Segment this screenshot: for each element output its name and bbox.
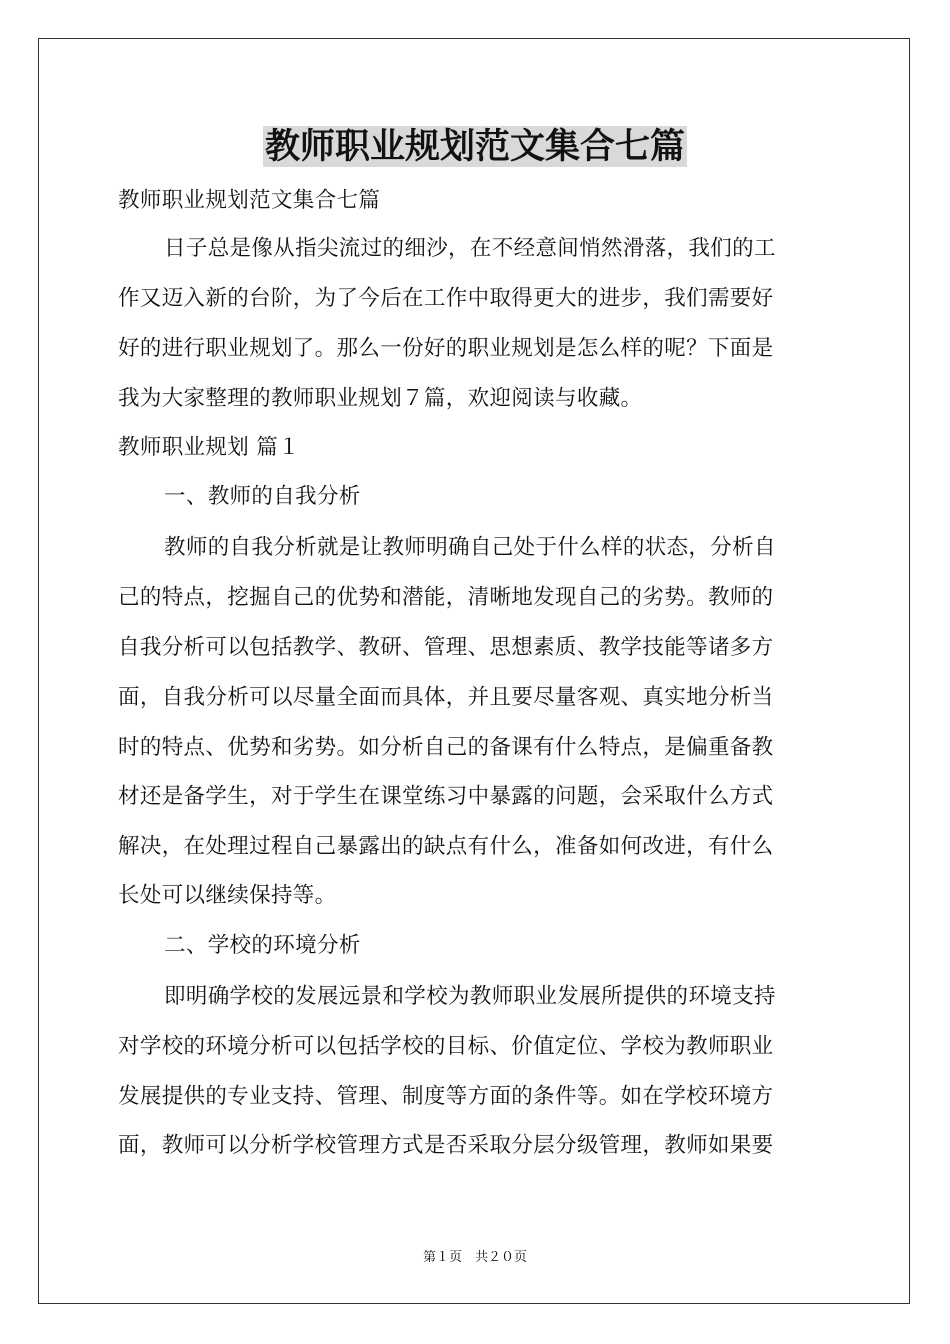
paragraph-line: 解决，在处理过程自己暴露出的缺点有什么，准备如何改进，有什么 — [118, 834, 774, 859]
document-title — [0, 124, 950, 170]
page-border — [38, 38, 910, 1304]
subheading-school-environment: 二、学校的环境分析 — [164, 933, 361, 958]
subheading-self-analysis: 一、教师的自我分析 — [164, 484, 361, 509]
paragraph-line: 材还是备学生，对于学生在课堂练习中暴露的问题，会采取什么方式 — [118, 784, 774, 809]
document-title-text: 教师职业规划范文集合七篇 — [264, 126, 685, 167]
paragraph-line: 教师的自我分析就是让教师明确自己处于什么样的状态，分析自 — [164, 535, 776, 560]
page-footer: 第１页 共２０页 — [422, 1250, 527, 1265]
intro-line: 好的进行职业规划了。那么一份好的职业规划是怎么样的呢？下面是 — [118, 336, 774, 361]
paragraph-line: 时的特点、优势和劣势。如分析自己的备课有什么特点，是偏重备教 — [118, 735, 774, 760]
paragraph-line: 长处可以继续保持等。 — [118, 883, 337, 908]
paragraph-line: 发展提供的专业支持、管理、制度等方面的条件等。如在学校环境方 — [118, 1084, 774, 1109]
paragraph-line: 自我分析可以包括教学、教研、管理、思想素质、教学技能等诸多方 — [118, 635, 774, 660]
intro-line: 日子总是像从指尖流过的细沙，在不经意间悄然滑落，我们的工 — [164, 236, 776, 261]
document-subtitle: 教师职业规划范文集合七篇 — [118, 188, 381, 213]
paragraph-line: 面，教师可以分析学校管理方式是否采取分层分级管理，教师如果要 — [118, 1133, 774, 1158]
section-heading: 教师职业规划 篇１ — [118, 435, 300, 460]
intro-line: 我为大家整理的教师职业规划７篇，欢迎阅读与收藏。 — [118, 386, 643, 411]
paragraph-line: 对学校的环境分析可以包括学校的目标、价值定位、学校为教师职业 — [118, 1034, 774, 1059]
paragraph-line: 己的特点，挖掘自己的优势和潜能，清晰地发现自己的劣势。教师的 — [118, 585, 774, 610]
paragraph-line: 面，自我分析可以尽量全面而具体，并且要尽量客观、真实地分析当 — [118, 685, 774, 710]
paragraph-line: 即明确学校的发展远景和学校为教师职业发展所提供的环境支持 — [164, 984, 776, 1009]
intro-line: 作又迈入新的台阶，为了今后在工作中取得更大的进步，我们需要好 — [118, 286, 774, 311]
